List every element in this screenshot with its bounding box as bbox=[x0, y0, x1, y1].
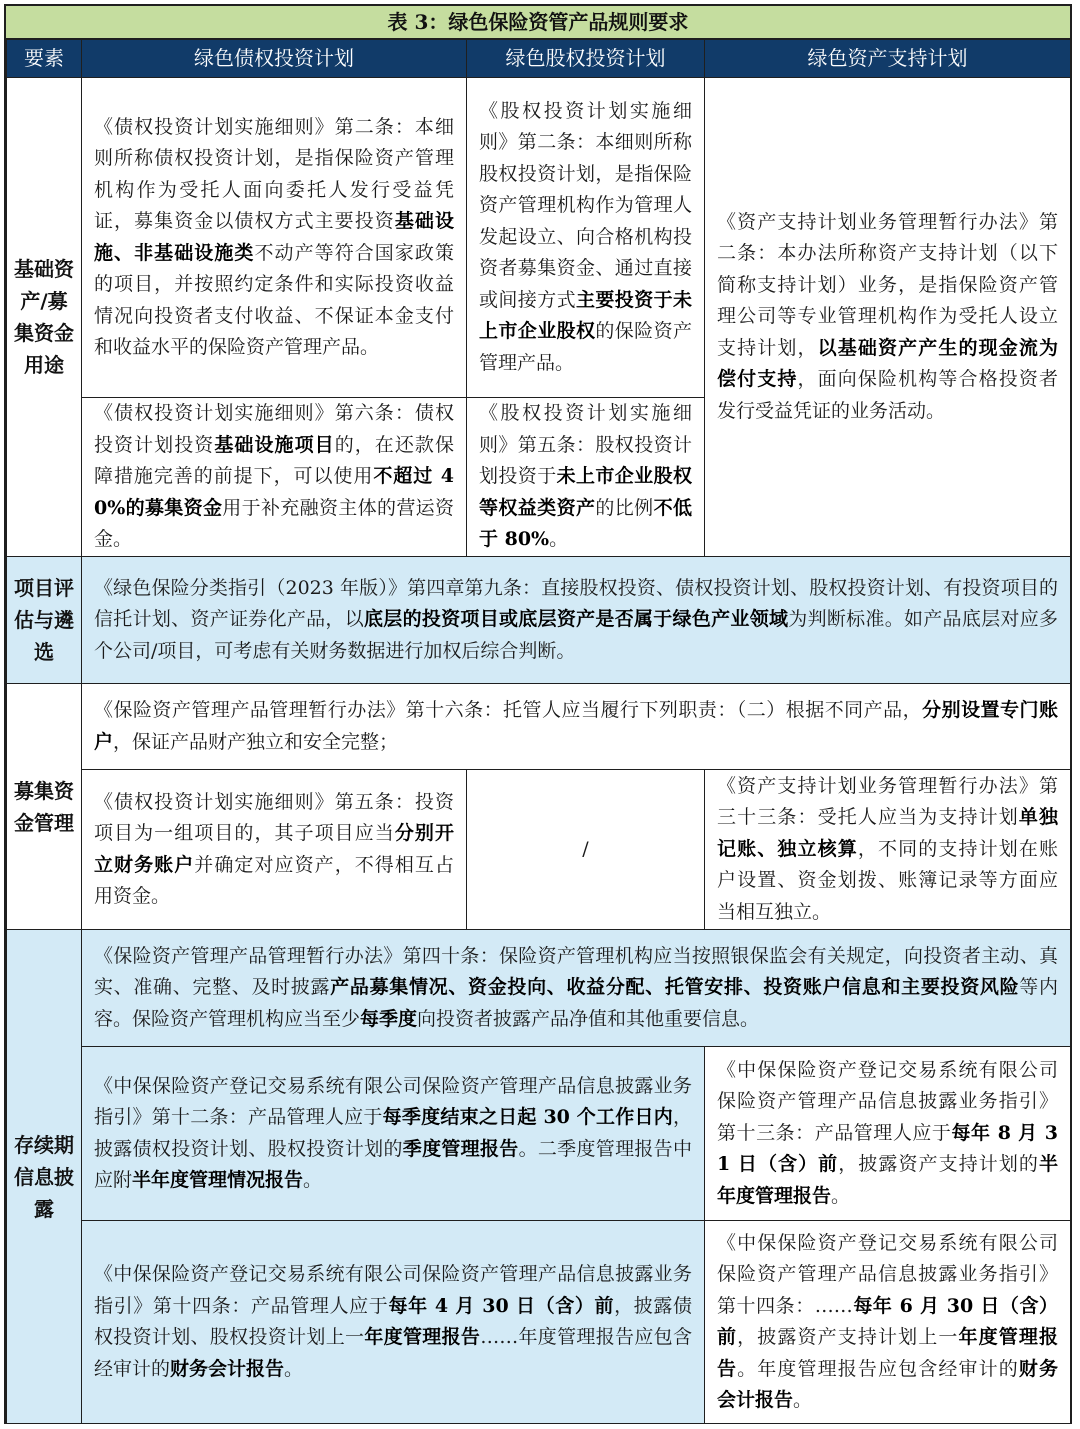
table-row bbox=[7, 770, 1071, 930]
bold-run: 基础设施、非基础设施类 bbox=[94, 210, 454, 264]
text-run: 。 bbox=[793, 1389, 813, 1411]
cell-abs-article2 bbox=[705, 78, 1071, 557]
bold-run: 每年 4 月 30 日（含）前 bbox=[388, 1294, 615, 1317]
table-frame bbox=[4, 4, 1072, 1424]
label-fund-management: 募集资金管理 bbox=[7, 684, 82, 930]
cell-abs-article33 bbox=[705, 770, 1071, 930]
text-run: 《资产支持计划业务管理暂行办法》第二条：本办法所称资产支持计划（以下简称支持计划）业务，是指保险资产管理公司等专业管理机构作为受托人设立支持计划， bbox=[717, 210, 1058, 359]
text-run: 《股权投资计划实施细则》第二条：本细则所称股权投资计划，是指保险资产管理机构作为管理人发起设立、向合格机构投资者募集资金、通过直接或间接方式 bbox=[479, 99, 692, 311]
text-run: ，披露资产支持计划上一 bbox=[737, 1326, 959, 1348]
table-row bbox=[7, 1047, 1071, 1221]
bold-run: 产品募集情况、资金投向、收益分配、托管安排、投资账户信息和主要投资风险 bbox=[330, 976, 1020, 999]
text-run: 《中保保险资产登记交易系统有限公司保险资产管理产品信息披露业务指引》第十三条：产品管理人应于 bbox=[717, 1058, 1058, 1144]
cell-disclosure-article14-left bbox=[82, 1221, 705, 1424]
label-disclosure: 存续期信息披露 bbox=[7, 930, 82, 1424]
bold-run: 基础设施项目 bbox=[214, 433, 335, 456]
bold-run: 主要投资于未上市企业股权 bbox=[479, 288, 692, 343]
cell-bond-article5 bbox=[82, 770, 467, 930]
bold-run: 以基础资产产生的现金流为偿付支持 bbox=[717, 336, 1058, 391]
text-run: 并确定对应资产，不得相互占用资金。 bbox=[94, 853, 454, 907]
text-run: 《绿色保险分类指引（2023 年版）》第四章第九条：直接股权投资、债权投资计划、股权投资计划、有投资项目的信托计划、资产证券化产品，以 bbox=[94, 576, 1058, 631]
text-run: 。 bbox=[303, 1169, 323, 1191]
bold-run: 半年度管理情况报告 bbox=[132, 1169, 304, 1191]
table-row bbox=[7, 78, 1071, 398]
text-run: 《资产支持计划业务管理暂行办法》第三十三条：受托人应当为支持计划 bbox=[717, 774, 1058, 829]
table-row bbox=[7, 684, 1071, 770]
text-run: 《中保保险资产登记交易系统有限公司保险资产管理产品信息披露业务指引》第十四条：产品管理人应于 bbox=[94, 1263, 692, 1317]
text-run: ，披露债权投资计划、股权投资计划的 bbox=[94, 1106, 692, 1160]
table-row bbox=[7, 557, 1071, 684]
text-run: 《保险资产管理产品管理暂行办法》第四十条：保险资产管理机构应当按照银保监会有关规定，向投资者主动、真实、准确、完整、及时披露 bbox=[94, 944, 1058, 999]
text-run: 的比例 bbox=[595, 496, 654, 519]
bold-run: 每年 8 月 31 日（含）前 bbox=[717, 1121, 1058, 1176]
bold-run: 分别设置专门账户 bbox=[94, 699, 1058, 753]
header-element: 要素 bbox=[7, 40, 82, 78]
text-run: 《中保保险资产登记交易系统有限公司保险资产管理产品信息披露业务指引》第十二条：产品管理人应于 bbox=[94, 1074, 692, 1128]
bold-run: 财务会计报告 bbox=[717, 1357, 1058, 1411]
text-run: 《股权投资计划实施细则》第五条：股权投资计划投资于 bbox=[479, 402, 692, 488]
bold-run: 半年度管理报告 bbox=[717, 1153, 1058, 1207]
cell-disclosure-article14-right bbox=[705, 1221, 1071, 1424]
cell-custodian-duty bbox=[82, 684, 1071, 770]
bold-run: 每年 6 月 30 日（含）前 bbox=[717, 1294, 1058, 1348]
header-abs-plan: 绿色资产支持计划 bbox=[705, 40, 1071, 78]
text-run: 不动产等符合国家政策的项目，并按照约定条件和实际投资收益情况向投资者支付收益、不保证本金支付和收益水平的保险资产管理产品。 bbox=[94, 241, 454, 358]
table-title: 表 3：绿色保险资管产品规则要求 bbox=[6, 6, 1070, 39]
text-run: 。二季度管理报告中应附 bbox=[94, 1137, 692, 1191]
text-run: 《债权投资计划实施细则》第六条：债权投资计划投资 bbox=[94, 402, 454, 456]
text-run: ，披露资产支持计划的 bbox=[838, 1153, 1039, 1176]
text-run: 为判断标准。如产品底层对应多个公司/项目，可考虑有关财务数据进行加权后综合判断。 bbox=[94, 608, 1058, 662]
bold-run: 分别开立财务账户 bbox=[94, 822, 454, 876]
text-run: 。 bbox=[284, 1357, 304, 1380]
cell-disclosure-article13 bbox=[705, 1047, 1071, 1221]
cell-equity-article2 bbox=[467, 78, 705, 398]
header-equity-plan: 绿色股权投资计划 bbox=[467, 40, 705, 78]
text-run: 的，在还款保障措施完善的前提下，可以使用 bbox=[94, 433, 454, 488]
bold-run: 年度管理报告 bbox=[717, 1326, 1058, 1380]
bold-run: 年度管理报告 bbox=[364, 1326, 481, 1348]
text-run: 用于补充融资主体的营运资金。 bbox=[94, 496, 454, 551]
text-run: 。 bbox=[549, 528, 569, 551]
table-row bbox=[7, 1221, 1071, 1424]
text-run: 《中保保险资产登记交易系统有限公司保险资产管理产品信息披露业务指引》第十四条：…… bbox=[717, 1231, 1058, 1317]
cell-green-classification bbox=[82, 557, 1071, 684]
text-run: 。 bbox=[831, 1184, 851, 1207]
text-run: 。年度管理报告应包含经审计的 bbox=[737, 1357, 1019, 1380]
bold-run: 不超过 40%的募集资金 bbox=[94, 465, 454, 519]
bold-run: 底层的投资项目或底层资产是否属于绿色产业领域 bbox=[364, 608, 789, 631]
text-run: ，披露债权投资计划、股权投资计划上一 bbox=[94, 1294, 692, 1348]
bold-run: 单独记账、独立核算 bbox=[717, 806, 1058, 860]
header-row bbox=[7, 40, 1071, 78]
text-run: ，不同的支持计划在账户设置、资金划拨、账簿记录等方面应当相互独立。 bbox=[717, 837, 1058, 923]
bold-run: 财务会计报告 bbox=[170, 1357, 285, 1380]
cell-disclosure-article12 bbox=[82, 1047, 705, 1221]
table-row bbox=[7, 930, 1071, 1047]
bold-run: 不低于 80% bbox=[479, 496, 692, 551]
cell-disclosure-article40 bbox=[82, 930, 1071, 1047]
bold-run: 季度管理报告 bbox=[402, 1137, 519, 1160]
text-run: 的保险资产管理产品。 bbox=[479, 320, 692, 374]
bold-run: 每季度结束之日起 30 个工作日内 bbox=[382, 1106, 673, 1128]
text-run: ……年度管理报告应包含经审计的 bbox=[94, 1326, 692, 1380]
bold-run: 每季度 bbox=[360, 1007, 418, 1030]
cell-bond-article2 bbox=[82, 78, 467, 398]
text-run: ，保证产品财产独立和安全完整； bbox=[113, 730, 399, 753]
label-project-evaluation: 项目评估与遴选 bbox=[7, 557, 82, 684]
cell-equity-article5 bbox=[467, 398, 705, 557]
label-underlying-assets: 基础资产/募集资金用途 bbox=[7, 78, 82, 557]
text-run: 《保险资产管理产品管理暂行办法》第十六条：托管人应当履行下列职责：（二）根据不同产品， bbox=[94, 699, 923, 721]
cell-bond-article6 bbox=[82, 398, 467, 557]
text-run: 向投资者披露产品净值和其他重要信息。 bbox=[417, 1007, 760, 1030]
text-run: ，面向保险机构等合格投资者发行受益凭证的业务活动。 bbox=[717, 368, 1058, 422]
text-run: 《债权投资计划实施细则》第五条：投资项目为一组项目的，其子项目应当 bbox=[94, 790, 454, 844]
header-bond-plan: 绿色债权投资计划 bbox=[82, 40, 467, 78]
text-run: 等内容。保险资产管理机构应当至少 bbox=[94, 976, 1058, 1030]
bold-run: 未上市企业股权等权益类资产 bbox=[479, 465, 692, 519]
rules-table bbox=[6, 39, 1071, 1424]
cell-equity-none: / bbox=[467, 770, 705, 930]
text-run: 《债权投资计划实施细则》第二条：本细则所称债权投资计划，是指保险资产管理机构作为受托人面向委托人发行受益凭证，募集资金以债权方式主要投资 bbox=[94, 115, 454, 232]
